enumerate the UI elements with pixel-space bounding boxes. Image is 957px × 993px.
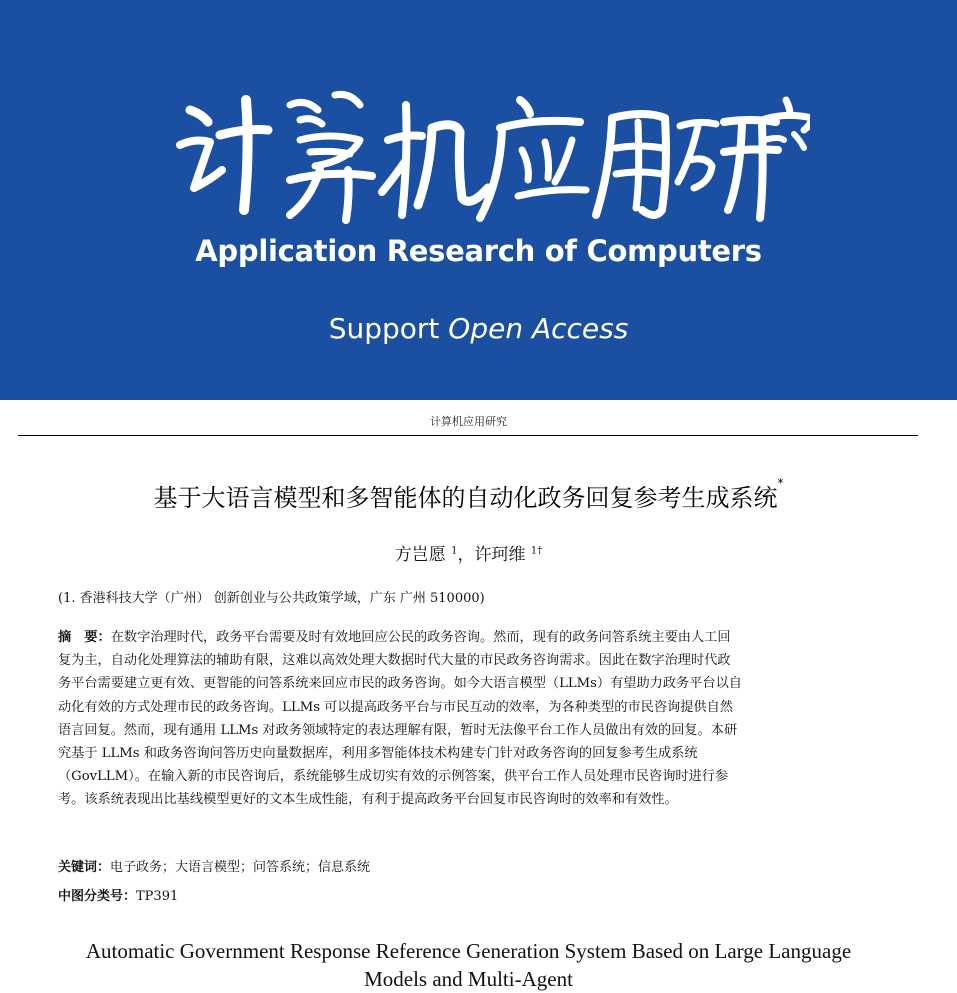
running-head: 计算机应用研究 — [430, 415, 507, 428]
keywords-label: 关键词： — [58, 860, 111, 875]
paper-title-cn-text: 基于大语言模型和多智能体的自动化政务回复参考生成系统 — [153, 484, 778, 512]
title-footnote-mark: * — [777, 476, 784, 490]
header-rule — [18, 435, 918, 436]
abstract-line — [58, 626, 878, 649]
journal-calligraphy-logo — [150, 70, 810, 230]
abstract-line: （GovLLM）。在输入新的市民咨询后，系统能够生成切实有效的示例答案，供平台工作人员处理市民咨询时进行参 — [58, 769, 729, 785]
open-access-prefix: Support — [328, 312, 440, 345]
open-access-tagline — [0, 312, 957, 345]
paper-title-en-line: Automatic Government Response Reference Generation System Based on Large Language — [85, 939, 852, 963]
abstract-line: 考。该系统表现出比基线模型更好的文本生成性能，有利于提高政务平台回复市民咨询时的效率和有效性。 — [58, 792, 678, 808]
author-name: 许珂维 — [474, 545, 526, 565]
classification-number — [58, 885, 178, 904]
author-affiliation-mark: 1† — [530, 545, 543, 557]
author-list — [0, 540, 937, 565]
abstract-line: 语言回复。然而，现有通用 LLMs 对政务领域特定的表达理解有限，暂时无法像平台工作人员做出有效的回复。本研 — [58, 722, 738, 738]
author-affiliation-mark: 1 — [451, 545, 458, 557]
open-access-emphasis: Open Access — [448, 312, 629, 345]
abstract-label: 摘 要： — [58, 630, 111, 645]
journal-english-title: Application Research of Computers — [195, 234, 762, 268]
classification-text: TP391 — [136, 889, 179, 904]
calligraphy-logo-graphic — [150, 70, 810, 230]
paper-title-en-line: Models and Multi-Agent — [364, 967, 573, 991]
abstract-line: 动化有效的方式处理市民的政务咨询。LLMs 可以提高政务平台与市民互动的效率，为各种类型的市民咨询提供自然 — [58, 699, 733, 715]
paper-title-en — [0, 937, 937, 993]
journal-banner — [0, 0, 957, 400]
author-separator: ， — [457, 545, 475, 565]
abstract-line: 究基于 LLMs 和政务咨询问答历史向量数据库，利用多智能体技术构建专门针对政务咨询的回复参考生成系统 — [58, 746, 698, 762]
abstract-line: 务平台需要建立更有效、更智能的问答系统来回应市民的政务咨询。如今大语言模型（LLMs）有望助力政务平台以自 — [58, 676, 742, 692]
abstract — [58, 626, 878, 812]
paper-title-cn — [0, 478, 937, 513]
affiliation: (1. 香港科技大学（广州） 创新创业与公共政策学域，广东 广州 510000) — [58, 591, 485, 606]
author-name: 方岂愿 — [394, 545, 446, 565]
keywords — [58, 856, 370, 875]
keywords-text: 电子政务；大语言模型；问答系统；信息系统 — [110, 860, 371, 875]
classification-label: 中图分类号： — [58, 889, 137, 904]
abstract-text: 在数字治理时代，政务平台需要及时有效地回应公民的政务咨询。然而，现有的政务问答系统主要由人工回 — [110, 630, 731, 645]
abstract-line: 复为主，自动化处理算法的辅助有限，这难以高效处理大数据时代大量的市民政务咨询需求。因此在数字治理时代政 — [58, 653, 731, 669]
